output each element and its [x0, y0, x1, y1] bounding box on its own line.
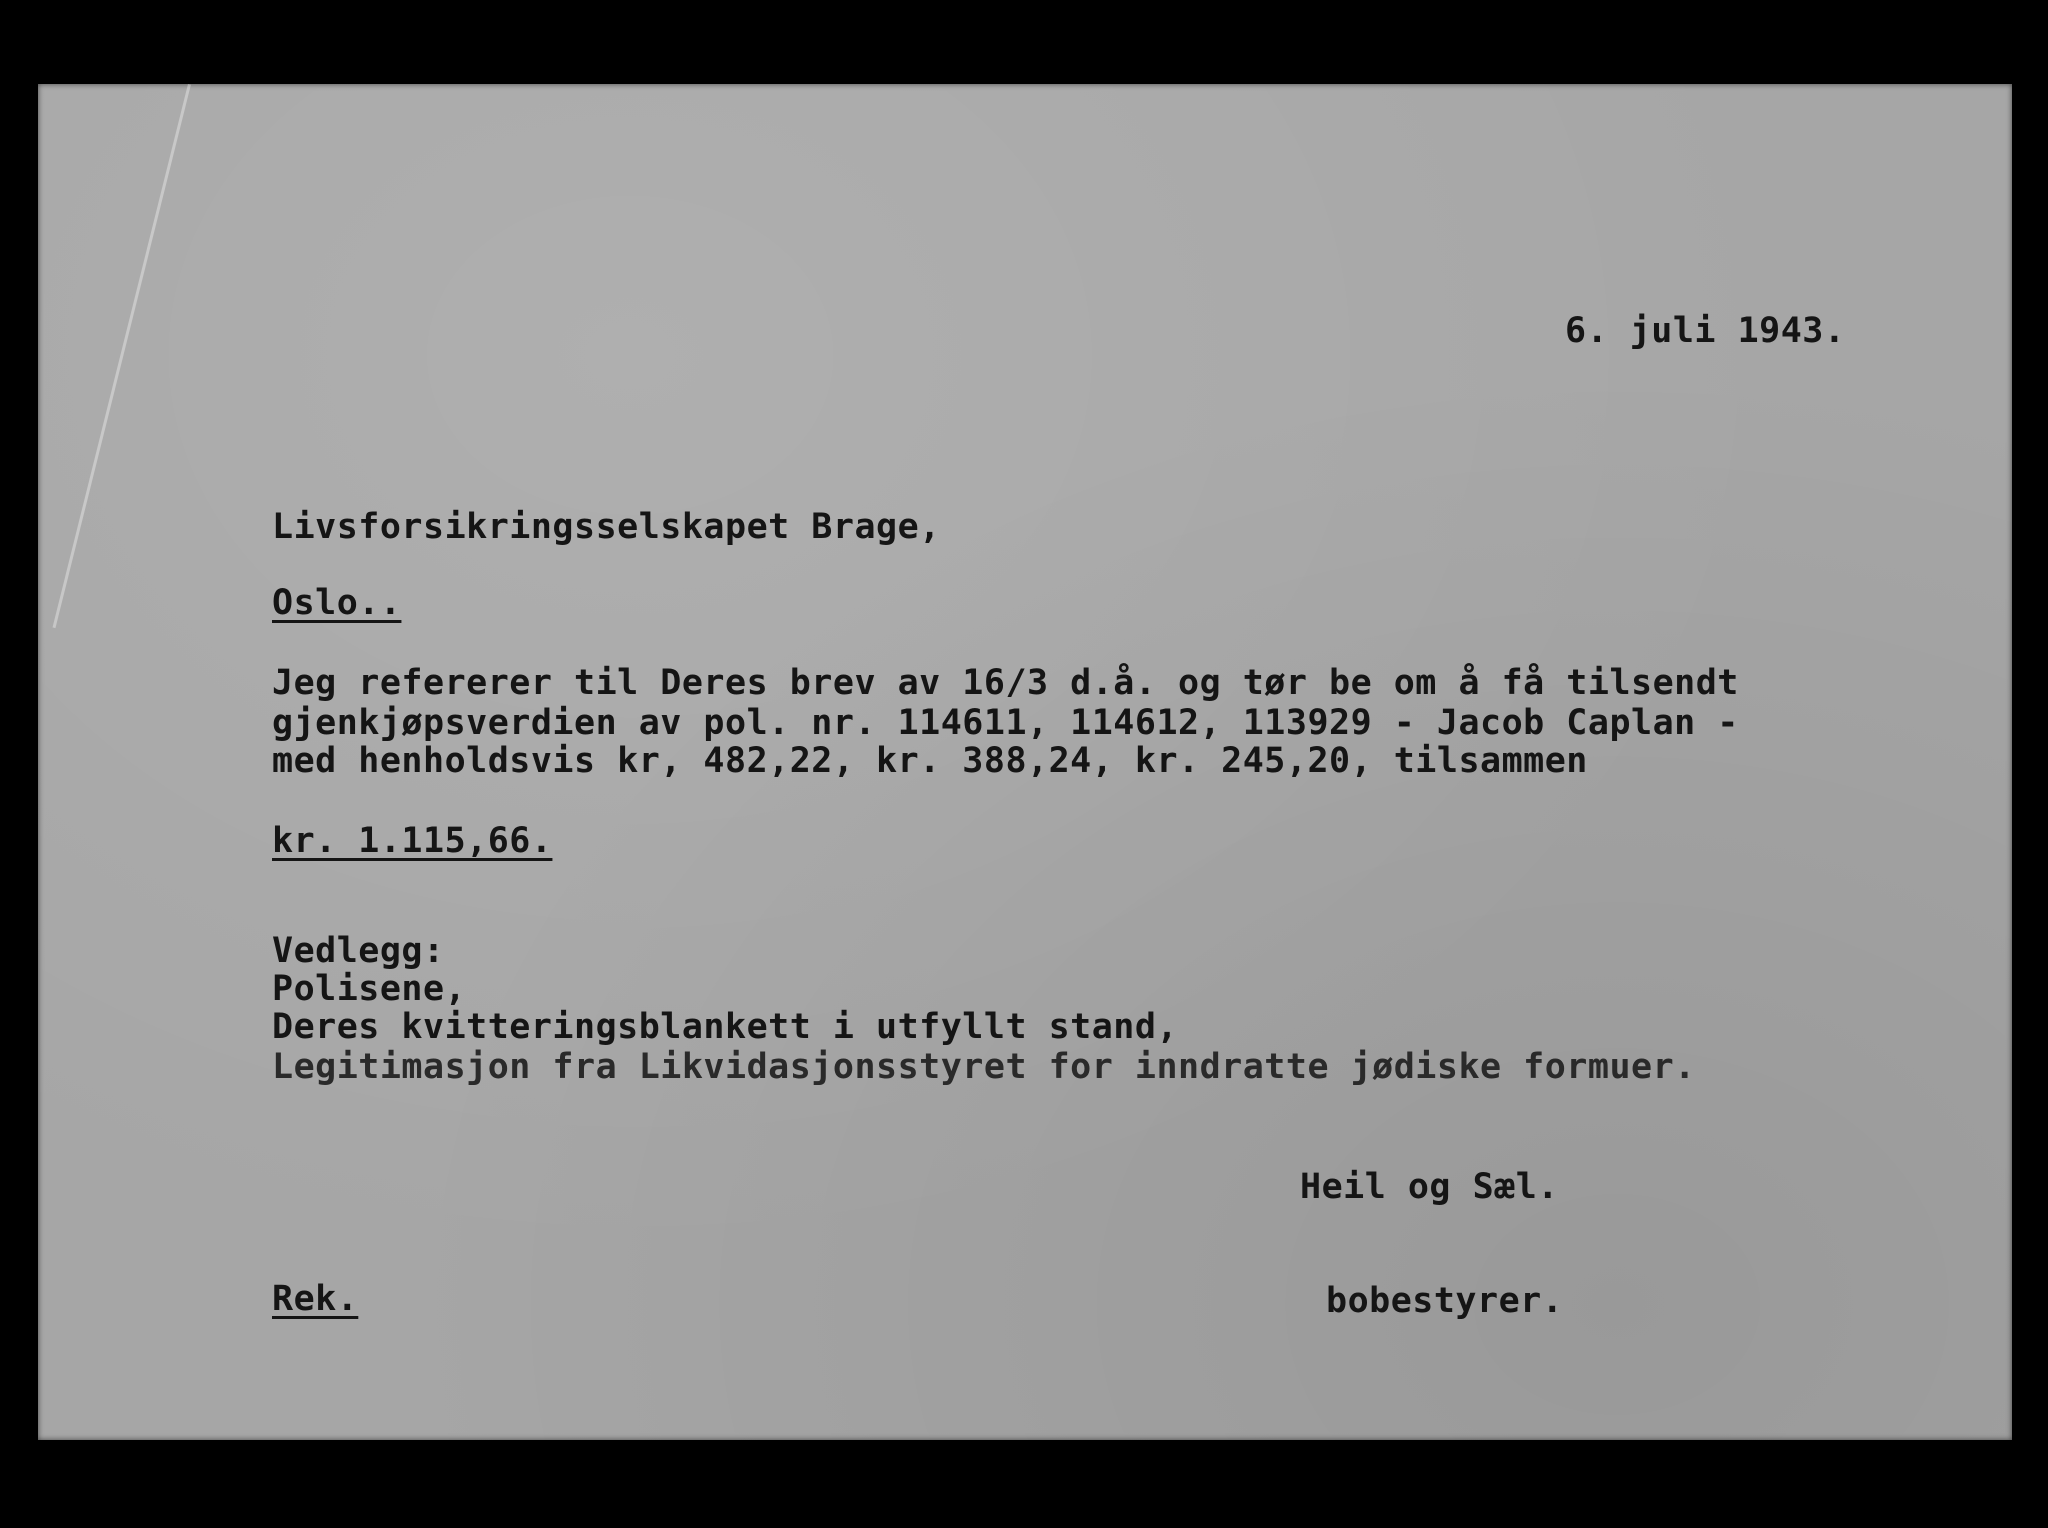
- enclosures-heading: Vedlegg:: [272, 931, 445, 971]
- letter-date: 6. juli 1943.: [1565, 311, 1846, 351]
- signature-title: bobestyrer.: [1326, 1281, 1564, 1321]
- recipient-city: Oslo..: [272, 583, 402, 623]
- paper-crease: [53, 84, 191, 628]
- reference-mark: Rek.: [272, 1279, 359, 1319]
- recipient-name: Livsforsikringsselskapet Brage,: [272, 507, 941, 547]
- enclosure-item-3: Legitimasjon fra Likvidasjonsstyret for inndratte jødiske formuer.: [272, 1047, 1696, 1087]
- enclosure-item-1: Polisene,: [272, 969, 467, 1009]
- enclosure-item-2: Deres kvitteringsblankett i utfyllt stand,: [272, 1007, 1179, 1047]
- total-amount: kr. 1.115,66.: [272, 821, 553, 861]
- body-line-1: Jeg refererer til Deres brev av 16/3 d.å. og tør be om å få tilsendt: [272, 663, 1739, 703]
- body-line-2: gjenkjøpsverdien av pol. nr. 114611, 114612, 113929 - Jacob Caplan -: [272, 703, 1739, 743]
- closing-greeting: Heil og Sæl.: [1300, 1167, 1559, 1207]
- body-line-3: med henholdsvis kr, 482,22, kr. 388,24, kr. 245,20, tilsammen: [272, 741, 1588, 781]
